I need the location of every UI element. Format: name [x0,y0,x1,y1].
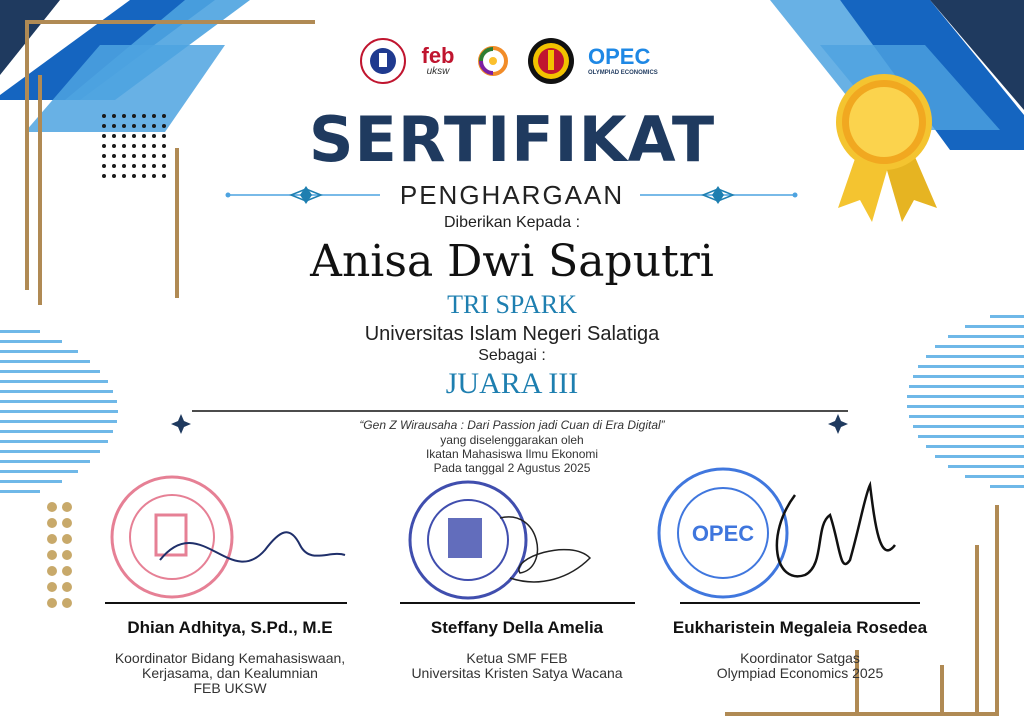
signature-line-3 [680,602,920,604]
feb-logo-text: feb [421,43,455,68]
signer-name-1: Dhian Adhitya, S.Pd., M.E [127,618,333,637]
uksw-stamp-blue [390,478,610,603]
gold-line [995,505,999,716]
recipient-name: Anisa Dwi Saputri [310,236,714,287]
gold-dot-grid [47,502,72,608]
signer-role-1-line-2: Kerjasama, dan Kealumnian [142,665,318,681]
signature-line-2 [400,602,635,604]
organizer-name: Ikatan Mahasiswa Ilmu Ekonomi [425,447,599,461]
signer-role-1-line-3: FEB UKSW [193,680,267,696]
uksw-logo [358,37,408,85]
signer-role-2 [357,651,677,681]
signer-name-2: Steffany Della Amelia [430,618,604,637]
event-date: Pada tanggal 2 Agustus 2025 [433,461,591,475]
organization-logo [470,37,516,85]
signer-role-3-line-1: Koordinator Satgas [740,650,860,666]
team-name: TRI SPARK [447,290,577,319]
signer-role-3 [640,651,960,681]
signer-role-3-line-2: Olympiad Economics 2025 [716,665,884,681]
opec-stamp [655,465,915,605]
event-theme: “Gen Z Wirausaha : Dari Passion jadi Cuan di Era Digital” [359,418,665,432]
given-to-label: Diberikan Kepada : [443,214,581,231]
as-label: Sebagai : [478,347,546,364]
signature-3 [777,485,895,576]
certificate-subtitle: PENGHARGAAN [399,180,625,210]
signer-role-1 [70,651,390,696]
opec-logo-subtext: OLYMPIAD ECONOMICS [588,70,658,76]
gold-line [725,712,995,716]
signature-1 [160,532,345,561]
feb-logo-subtext: uksw [426,66,450,77]
signer-role-2-line-2: Universitas Kristen Satya Wacana [411,665,623,681]
award-title: JUARA III [445,367,579,400]
feb-logo [414,37,462,85]
student-association-logo [525,37,577,85]
organized-by-label: yang diselenggarakan oleh [440,433,584,447]
institution-name: Universitas Islam Negeri Salatiga [364,323,660,345]
signer-role-2-line-1: Ketua SMF FEB [466,650,568,666]
gold-line [975,545,979,712]
opec-logo-text: OPEC [588,44,651,69]
signature-2 [500,517,590,582]
certificate-title: SERTIFIKAT [308,103,716,176]
signer-name-3: Eukharistein Megaleia Rosedea [672,618,928,637]
gold-line [25,20,315,24]
signature-line-1 [105,602,347,604]
uksw-stamp-pink [90,470,350,605]
opec-logo [588,37,670,85]
opec-stamp-text: OPEC [691,521,755,546]
signer-role-1-line-1: Koordinator Bidang Kemahasiswaan, [114,650,346,666]
